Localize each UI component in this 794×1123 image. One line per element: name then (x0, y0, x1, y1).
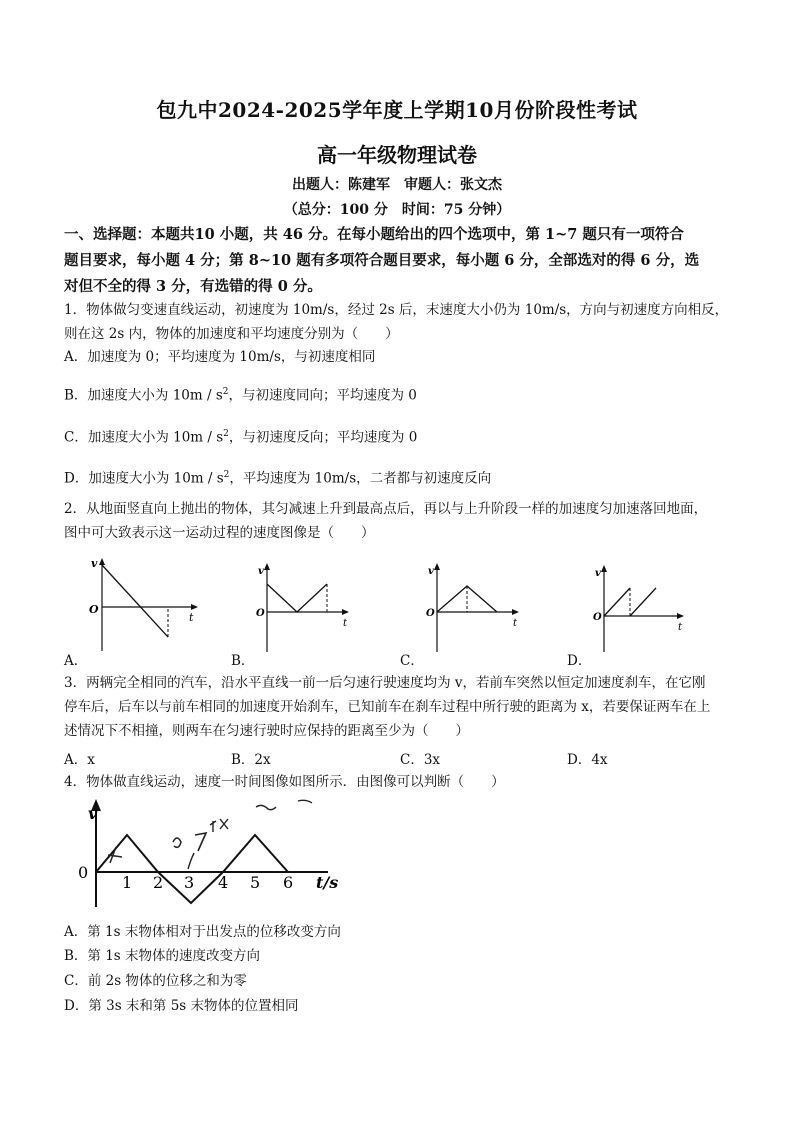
q2-option-d: D． (567, 653, 592, 669)
v-label: v (91, 557, 98, 570)
option-text: B．加速度大小为 10m / s (64, 387, 223, 404)
q1-option-b (64, 382, 734, 406)
q4-option-d: D．第 3s 末和第 5s 末物体的位置相同 (64, 998, 299, 1014)
t-label: t (513, 618, 518, 629)
t-label: t (678, 622, 683, 633)
velocity-line (102, 565, 168, 637)
y-arrow (99, 558, 105, 565)
y-arrow (601, 565, 607, 572)
q4-option-c: C．前 2s 物体的位移之和为零 (64, 973, 247, 989)
t-label: t (189, 611, 194, 624)
tick-label: 1 (122, 873, 133, 892)
x-arrow (342, 609, 349, 615)
x-arrow (677, 613, 684, 619)
q2-option-a: A． (64, 653, 88, 669)
option-text: ，平均速度为 10m/s，二者都与初速度反向 (229, 470, 492, 487)
handwritten-mark (188, 853, 194, 869)
v-label: v (428, 566, 434, 577)
q2-graph-a (86, 555, 201, 655)
q2-graph-c (425, 560, 525, 655)
exponent: 2 (222, 387, 229, 397)
question-line: 则在这 2s 内，物体的加速度和平均速度分别为（ ） (64, 326, 399, 342)
t-label: t (343, 618, 348, 629)
tick-label: 4 (218, 873, 229, 892)
velocity-line (630, 588, 656, 616)
o-label: O (256, 608, 265, 619)
q1-option-d (64, 465, 734, 489)
q4-vt-graph (70, 795, 360, 915)
option-text: ，与初速度反向；平均速度为 0 (228, 429, 418, 446)
o-label: O (593, 612, 602, 623)
question-line: 述情况下不相撞，则两车在匀速行驶时应保持的距离至少为（ ） (64, 723, 469, 739)
option-text: C．加速度大小为 10m / s (64, 429, 224, 446)
origin-label: 0 (78, 863, 89, 882)
o-label: O (426, 608, 435, 619)
question-2 (64, 497, 734, 545)
q1-option-c (64, 424, 734, 448)
tick-label: 5 (250, 873, 261, 892)
q3-option-a: A．x (64, 752, 95, 768)
q3-option-d: D．4x (567, 752, 608, 768)
q2-graph-b (255, 560, 355, 655)
question-line: 2．从地面竖直向上抛出的物体，其匀减速上升到最高点后，再以与上升阶段一样的加速度匀加速落回地面， (64, 501, 708, 517)
question-line: 图中可大致表示这一运动过程的速度图像是（ ） (64, 525, 375, 541)
option-text: D．加速度大小为 10m / s (64, 470, 224, 487)
velocity-line (604, 588, 630, 616)
tick-label: 2 (153, 873, 164, 892)
question-line: 停车后，后车以与前车相同的加速度开始刹车，已知前车在刹车过程中所行驶的距离为 x，若要保证两车在上 (64, 699, 711, 715)
handwritten-mark (298, 800, 312, 803)
tick-label: 3 (184, 873, 195, 892)
section-heading (64, 222, 732, 300)
o-label: O (89, 603, 99, 616)
option-text: ，与初速度同向；平均速度为 0 (228, 387, 417, 404)
exam-title: 包九中2024-2025学年度上学期10月份阶段性考试 (156, 98, 638, 122)
section-heading-line: 对但不全的得 3 分，有选错的得 0 分。 (64, 278, 322, 295)
handwritten-mark (210, 819, 228, 832)
q4-option-b: B．第 1s 末物体的速度改变方向 (64, 948, 261, 964)
q2-option-c: C． (400, 653, 424, 669)
velocity-line (267, 584, 327, 612)
handwritten-mark (108, 847, 122, 863)
question-3 (64, 671, 734, 743)
velocity-line (96, 835, 288, 903)
q3-option-c: C．3x (400, 752, 441, 768)
q4-option-a: A．第 1s 末物体相对于出发点的位移改变方向 (64, 924, 341, 940)
y-arrow (434, 563, 440, 570)
x-arrow (512, 609, 519, 615)
v-axis-label: v (88, 804, 98, 823)
section-heading-line: 题目要求，每小题 4 分；第 8~10 题有多项符合题目要求，每小题 6 分，全部选对的得 6 分，选 (64, 252, 700, 269)
question-1 (64, 298, 734, 346)
q3-option-b: B．2x (231, 752, 271, 768)
exam-score-time: （总分：100 分 时间：75 分钟） (283, 202, 511, 218)
exam-authors: 出题人：陈建军 审题人：张文杰 (292, 177, 502, 193)
y-arrow (264, 563, 270, 570)
q2-graph-d (592, 562, 692, 655)
exam-subtitle: 高一年级物理试卷 (317, 143, 477, 167)
question-line: 3．两辆完全相同的汽车，沿水平直线一前一后匀速行驶速度均为 v，若前车突然以恒定加速度刹车，在它刚 (64, 675, 706, 691)
handwritten-mark (195, 833, 206, 851)
exponent: 2 (223, 470, 230, 480)
handwritten-mark (256, 805, 276, 809)
question-line: 4．物体做直线运动，速度一时间图像如图所示．由图像可以判断（ ） (64, 774, 505, 790)
q2-option-b: B． (231, 653, 255, 669)
tick-label: 6 (283, 873, 294, 892)
handwritten-mark (173, 838, 181, 847)
question-4 (64, 770, 734, 794)
exponent: 2 (223, 429, 229, 439)
v-label: v (258, 566, 264, 577)
q1-option-a: A．加速度为 0；平均速度为 10m/s，与初速度相同 (64, 349, 376, 365)
t-axis-label: t/s (316, 873, 339, 892)
x-arrow (191, 604, 198, 610)
question-line: 1．物体做匀变速直线运动，初速度为 10m/s，经过 2s 后，末速度大小仍为 10m/s，方向与初速度方向相反， (64, 302, 729, 318)
section-heading-line: 一、选择题：本题共10 小题，共 46 分。在每小题给出的四个选项中，第 1~7 题只有一项符合 (64, 226, 684, 243)
v-label: v (595, 568, 601, 579)
